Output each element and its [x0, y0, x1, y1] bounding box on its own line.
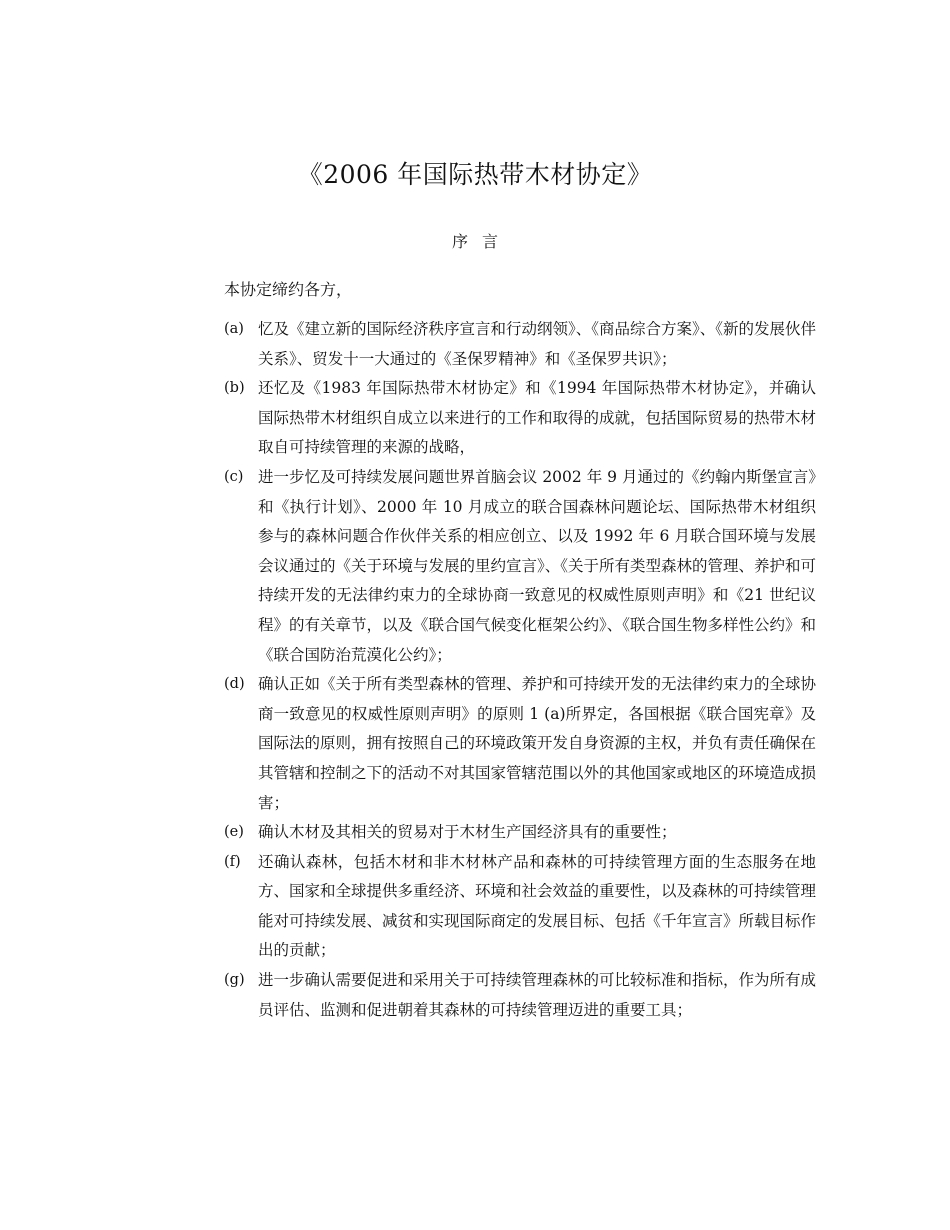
- clause-marker: (c): [224, 468, 244, 485]
- clause-c: [224, 463, 816, 670]
- clause-marker: (g): [224, 972, 245, 989]
- clause-marker: (e): [224, 824, 244, 841]
- clause-marker: (f): [224, 853, 241, 870]
- clause-a: [224, 315, 816, 374]
- intro-paragraph: 本协定缔约各方，: [224, 280, 353, 299]
- clause-text: 还确认森林，包括木材和非木材林产品和森林的可持续管理方面的生态服务在地方、国家和全球提供多重经济、环境和社会效益的重要性，以及森林的可持续管理能对可持续发展、减贫和实现国际商定的发展目标、包括《千年宣言》所载目标作出的贡献；: [258, 852, 817, 960]
- clause-b: [224, 374, 816, 463]
- clause-text: 忆及《建立新的国际经济秩序宣言和行动纲领》、《商品综合方案》、《新的发展伙伴关系》、贸发十一大通过的《圣保罗精神》和《圣保罗共识》；: [258, 320, 817, 368]
- clause-text: 进一步忆及可持续发展问题世界首脑会议 2002 年 9 月通过的《约翰内斯堡宣言》和《执行计划》、2000 年 10 月成立的联合国森林问题论坛、国际热带木材组织参与的森林问题合作伙伴关系的相应创立、以及 1992 年 6 月联合国环境与发展会议通过的《关于环境与发展的里约宣言》、《关于所有类型森林的管理、养护和可持续开发的无法律约束力的全球协商一致意见的权威性原则声明》和《21 世纪议程》的有关章节，以及《联合国气候变化框架公约》、《联合国生物多样性公约》和《联合国防治荒漠化公约》；: [258, 467, 817, 664]
- clause-text: 还忆及《1983 年国际热带木材协定》和《1994 年国际热带木材协定》，并确认国际热带木材组织自成立以来进行的工作和取得的成就，包括国际贸易的热带木材取自可持续管理的来源的战略，: [258, 379, 817, 457]
- clause-d: [224, 670, 816, 818]
- section-heading-preamble: 序言: [451, 232, 512, 251]
- clause-text: 确认木材及其相关的贸易对于木材生产国经济具有的重要性；: [258, 823, 677, 842]
- preamble-clause-list: [224, 315, 816, 1025]
- clause-g: [224, 966, 816, 1025]
- clause-text: 确认正如《关于所有类型森林的管理、养护和可持续开发的无法律约束力的全球协商一致意见的权威性原则声明》的原则 1 (a)所界定，各国根据《联合国宪章》及国际法的原则，拥有按照自己的环境政策开发自身资源的主权，并负有责任确保在其管辖和控制之下的活动不对其国家管辖范围以外的其他国家或地区的环境造成损害；: [258, 675, 817, 812]
- document-title: 《2006 年国际热带木材协定》: [297, 160, 653, 189]
- clause-f: [224, 848, 816, 966]
- clause-marker: (b): [224, 380, 245, 397]
- clause-marker: (a): [224, 321, 244, 337]
- clause-e: [224, 818, 816, 848]
- clause-text: 进一步确认需要促进和采用关于可持续管理森林的可比较标准和指标，作为所有成员评估、监测和促进朝着其森林的可持续管理迈进的重要工具；: [258, 971, 817, 1019]
- clause-marker: (d): [224, 676, 245, 693]
